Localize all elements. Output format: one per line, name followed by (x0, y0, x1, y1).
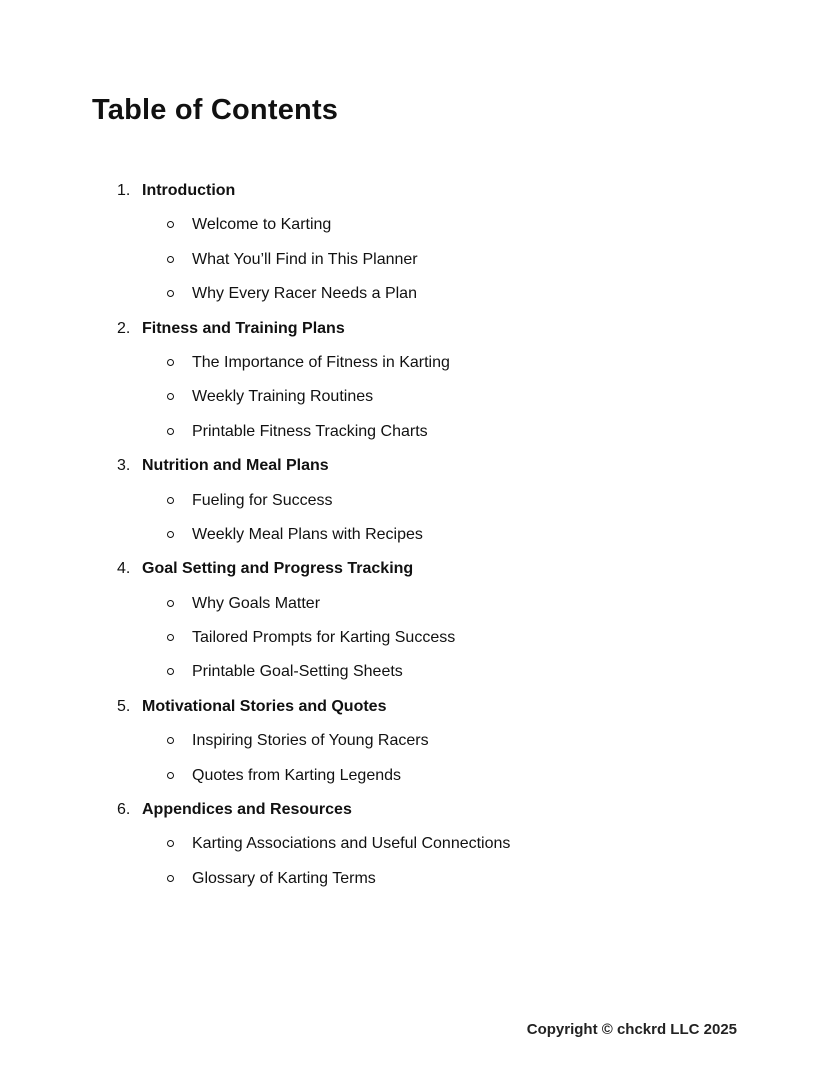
toc-section (0, 696, 825, 799)
subsection-item (0, 214, 825, 248)
subsection-item (0, 421, 825, 455)
hollow-bullet-icon (167, 290, 174, 297)
subsection-label: Weekly Meal Plans with Recipes (192, 525, 423, 543)
hollow-bullet-icon (167, 531, 174, 538)
subsection-label: Karting Associations and Useful Connections (192, 835, 511, 853)
hollow-bullet-icon (167, 393, 174, 400)
subsection-label: Fueling for Success (192, 491, 333, 509)
toc-section (0, 318, 825, 456)
subsection-item (0, 833, 825, 867)
section-heading (0, 799, 825, 833)
page-title: Table of Contents (92, 94, 339, 126)
subsection-label: Weekly Training Routines (192, 388, 374, 406)
section-title: Goal Setting and Progress Tracking (142, 560, 414, 578)
subsection-label: Glossary of Karting Terms (192, 869, 376, 887)
section-number: 3. (117, 457, 131, 475)
subsection-label: Why Every Racer Needs a Plan (192, 285, 417, 303)
section-number: 4. (117, 560, 131, 578)
subsection-label: Printable Fitness Tracking Charts (192, 422, 428, 440)
subsection-item (0, 765, 825, 799)
toc-section (0, 799, 825, 902)
section-title: Motivational Stories and Quotes (142, 697, 387, 715)
subsection-list (0, 214, 825, 317)
toc-section (0, 180, 825, 318)
section-title: Fitness and Training Plans (142, 319, 345, 337)
subsection-item (0, 868, 825, 902)
section-heading (0, 318, 825, 352)
subsection-item (0, 249, 825, 283)
subsection-item (0, 386, 825, 420)
subsection-label: Inspiring Stories of Young Racers (192, 732, 429, 750)
subsection-list (0, 730, 825, 799)
subsection-list (0, 352, 825, 455)
hollow-bullet-icon (167, 634, 174, 641)
toc-section (0, 558, 825, 696)
subsection-label: Printable Goal-Setting Sheets (192, 663, 403, 681)
subsection-list (0, 490, 825, 559)
subsection-item (0, 661, 825, 695)
hollow-bullet-icon (167, 875, 174, 882)
subsection-label: Why Goals Matter (192, 594, 321, 612)
section-heading (0, 455, 825, 489)
subsection-item (0, 490, 825, 524)
hollow-bullet-icon (167, 600, 174, 607)
section-title: Appendices and Resources (142, 801, 352, 819)
toc-section (0, 455, 825, 558)
section-number: 2. (117, 319, 131, 337)
hollow-bullet-icon (167, 737, 174, 744)
hollow-bullet-icon (167, 840, 174, 847)
subsection-label: The Importance of Fitness in Karting (192, 353, 450, 371)
section-title: Nutrition and Meal Plans (142, 457, 329, 475)
hollow-bullet-icon (167, 668, 174, 675)
hollow-bullet-icon (167, 359, 174, 366)
hollow-bullet-icon (167, 221, 174, 228)
table-of-contents (0, 180, 825, 902)
hollow-bullet-icon (167, 256, 174, 263)
section-title: Introduction (142, 182, 236, 199)
subsection-list (0, 833, 825, 902)
subsection-item (0, 352, 825, 386)
subsection-list (0, 593, 825, 696)
section-heading (0, 558, 825, 592)
subsection-item (0, 283, 825, 317)
subsection-label: What You’ll Find in This Planner (192, 250, 418, 268)
subsection-label: Welcome to Karting (192, 216, 332, 234)
subsection-label: Tailored Prompts for Karting Success (192, 629, 456, 647)
hollow-bullet-icon (167, 428, 174, 435)
hollow-bullet-icon (167, 772, 174, 779)
section-number: 5. (117, 697, 131, 715)
subsection-label: Quotes from Karting Legends (192, 766, 402, 784)
subsection-item (0, 730, 825, 764)
hollow-bullet-icon (167, 497, 174, 504)
subsection-item (0, 627, 825, 661)
subsection-item (0, 593, 825, 627)
section-heading (0, 180, 825, 214)
subsection-item (0, 524, 825, 558)
copyright-notice: Copyright © chckrd LLC 2025 (526, 1021, 737, 1038)
section-heading (0, 696, 825, 730)
section-number: 1. (117, 182, 131, 199)
section-number: 6. (117, 801, 131, 819)
